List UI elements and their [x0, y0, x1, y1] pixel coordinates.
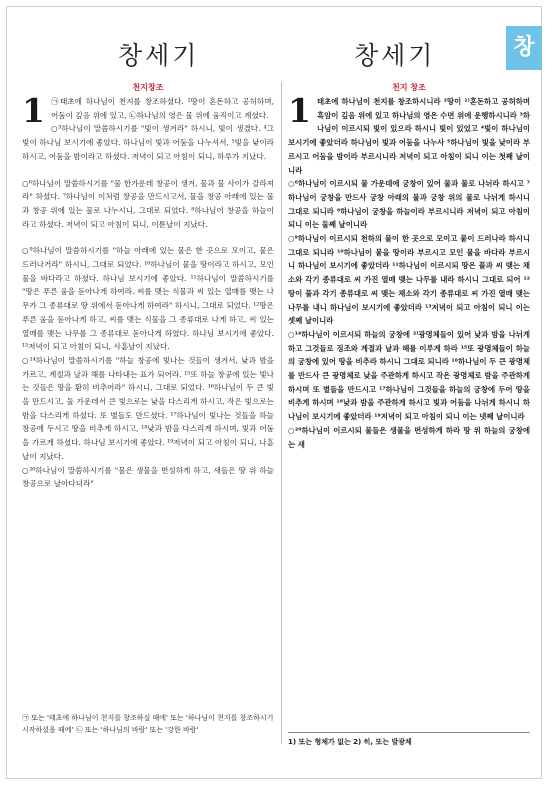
chapter-number-right: 1	[288, 91, 311, 130]
book-title-left: 창세기	[118, 41, 200, 70]
verse-paragraph: ○⁶하나님이 이르시되 물 가운데에 궁창이 있어 물과 물로 나뉘라 하시고 ⁷하나님이 궁창을 만드사 궁창 아래의 물과 궁창 위의 물로 나뉘게 하시니 그대로 되니라 ⁸하나님이 궁창을 하늘이라 부르시니라 저녁이 되고 아침이 되니 이는 둘째 날이니라	[288, 179, 530, 230]
book-tab[interactable]: 창	[506, 26, 542, 70]
section-heading-right: 천지 창조	[392, 83, 426, 92]
verse-paragraph: ○¹⁴하나님이 이르시되 하늘의 궁창에 ²⁾광명체들이 있어 낮과 밤을 나뉘게 하고 그것들로 징조와 계절과 날과 해를 이루게 하라 ¹⁵또 광명체들이 하늘의 궁창에 있어 땅을 비추라 하시니 그대로 되니라 ¹⁶하나님이 두 큰 광명체를 만드사 큰 광명체로 낮을 주관하게 하시고 작은 광명체로 밤을 주관하게 하시며 또 별들을 만드시고 ¹⁷하나님이 그것들을 하늘의 궁창에 두어 땅을 비추게 하시며 ¹⁸낮과 밤을 주관하게 하시고 빛과 어둠을 나뉘게 하시니 하나님이 보시기에 좋았더라 ¹⁹저녁이 되고 아침이 되니 이는 넷째 날이니라	[288, 329, 530, 422]
verse-paragraph: ○²⁰하나님이 이르시되 물들은 생물을 번성하게 하라 땅 위 하늘의 궁창에는 새	[288, 425, 530, 449]
verse-paragraph: ○²⁰하나님이 말씀하시기를 "물은 생물을 번성하게 하고, 새들은 땅 위 하늘 창공으로 날아다녀라"	[22, 465, 274, 489]
verse-paragraph: ○⁹하나님이 말씀하시기를 "하늘 아래에 있는 물은 한 곳으로 모이고, 뭍은 드러나거라" 하시니, 그대로 되었다. ¹⁰하나님이 뭍을 땅이라고 하시고, 모인 물을 바다라고 하셨다. 하나님 보시기에 좋았다. ¹¹하나님이 말씀하시기를 "땅은 푸른 움을 돋아나게 하여라. 씨를 맺는 식물과 씨 있는 열매를 맺는 나무가 그 종류대로 땅 위에서 돋아나게 하여라" 하시니, 그대로 되었다. ¹²땅은 푸른 움을 돋아나게 하고, 씨를 맺는 식물을 그 종류대로 나게 하고, 씨 있는 열매를 맺는 나무를 그 종류대로 돋아나게 하였다. 하나님 보시기에 좋았다. ¹³저녁이 되고 아침이 되니, 사흗날이 지났다.	[22, 246, 274, 352]
footnote-right: 1) 또는 형체가 없는 2) 히, 또는 발광체	[288, 738, 412, 746]
verse-paragraph: ○³하나님이 말씀하시기를 "빛이 생겨라" 하시니, 빛이 생겼다. ⁴그 빛이 하나님 보시기에 좋았다. 하나님이 빛과 어둠을 나누셔서, ⁵빛을 낮이라 하시고, 어둠을 밤이라고 하셨다. 저녁이 되고 아침이 되니, 하루가 지났다.	[22, 124, 274, 161]
verse-paragraph: ㉠태초에 하나님이 천지를 창조하셨다. ²땅이 혼돈하고 공허하며, 어둠이 깊음 위에 있고, ㉡하나님의 영은 물 위에 움직이고 계셨다.	[50, 97, 274, 120]
left-column	[22, 82, 274, 491]
verse-paragraph: ○⁹하나님이 이르시되 천하의 물이 한 곳으로 모이고 뭍이 드러나라 하시니 그대로 되니라 ¹⁰하나님이 뭍을 땅이라 부르시고 모인 물을 바다라 부르시니 하나님이 보시기에 좋았더라 ¹¹하나님이 이르시되 땅은 풀과 씨 맺는 채소와 각기 종류대로 씨 가진 열매 맺는 나무를 내라 하시니 그대로 되어 ¹²땅이 풀과 각기 종류대로 씨 맺는 채소와 각기 종류대로 씨 가진 열매 맺는 나무를 내니 하나님이 보시기에 좋았더라 ¹³저녁이 되고 아침이 되니 이는 셋째 날이니라	[288, 234, 530, 326]
right-column	[288, 82, 530, 451]
book-title-right: 창세기	[354, 41, 436, 70]
footnote-left: ㉠ 또는 '태초에 하나님이 천지를 창조하실 때에' 또는 '하나님이 천지를 창조하시기 시작하셨을 때에' ㉡ 또는 '하나님의 바람' 또는 '강한 바람'	[22, 714, 274, 734]
footnote-rule	[288, 732, 530, 733]
verse-paragraph: ○⁶하나님이 말씀하시기를 "물 한가운데 창공이 생겨, 물과 물 사이가 갈라져라" 하셨다. ⁷하나님이 이처럼 창공을 만드시고서, 물을 창공 아래에 있는 물과 창공 위에 있는 물로 나누시니, 그대로 되었다. ⁸하나님이 창공을 하늘이라고 하셨다. 저녁이 되고 아침이 되니, 이튿날이 지났다.	[22, 178, 274, 229]
verse-paragraph: 태초에 하나님이 천지를 창조하시니라 ²땅이 ¹⁾혼돈하고 공허하며 흑암이 깊음 위에 있고 하나님의 영은 수면 위에 운행하시니라 ³하나님이 이르시되 빛이 있으라 하시니 빛이 있었고 ⁴빛이 하나님이 보시기에 좋았더라 하나님이 빛과 어둠을 나누사 ⁵하나님이 빛을 낮이라 부르시고 어둠을 밤이라 부르시니라 저녁이 되고 아침이 되니 이는 첫째 날이니라	[288, 97, 530, 175]
column-divider	[281, 82, 282, 744]
chapter-number-left: 1	[22, 91, 45, 130]
verse-paragraph: ○¹⁴하나님이 말씀하시기를 "하늘 창공에 빛나는 것들이 생겨서, 낮과 밤을 가르고, 계절과 날과 해를 나타내는 표가 되어라. ¹⁵또 하늘 창공에 있는 빛나는 것들은 땅을 환히 비추어라" 하시니, 그대로 되었다. ¹⁶하나님이 두 큰 빛을 만드시고, 둘 가운데서 큰 빛으로는 낮을 다스리게 하시고, 작은 빛으로는 밤을 다스리게 하셨다. 또 별들도 만드셨다. ¹⁷하나님이 빛나는 것들을 하늘 창공에 두시고 땅을 비추게 하시고, ¹⁸낮과 밤을 다스리게 하시며, 빛과 어둠을 가르게 하셨다. 하나님 보시기에 좋았다. ¹⁹저녁이 되고 아침이 되니, 나흗날이 지났다.	[22, 355, 274, 461]
section-heading-left: 천지창조	[132, 83, 164, 92]
